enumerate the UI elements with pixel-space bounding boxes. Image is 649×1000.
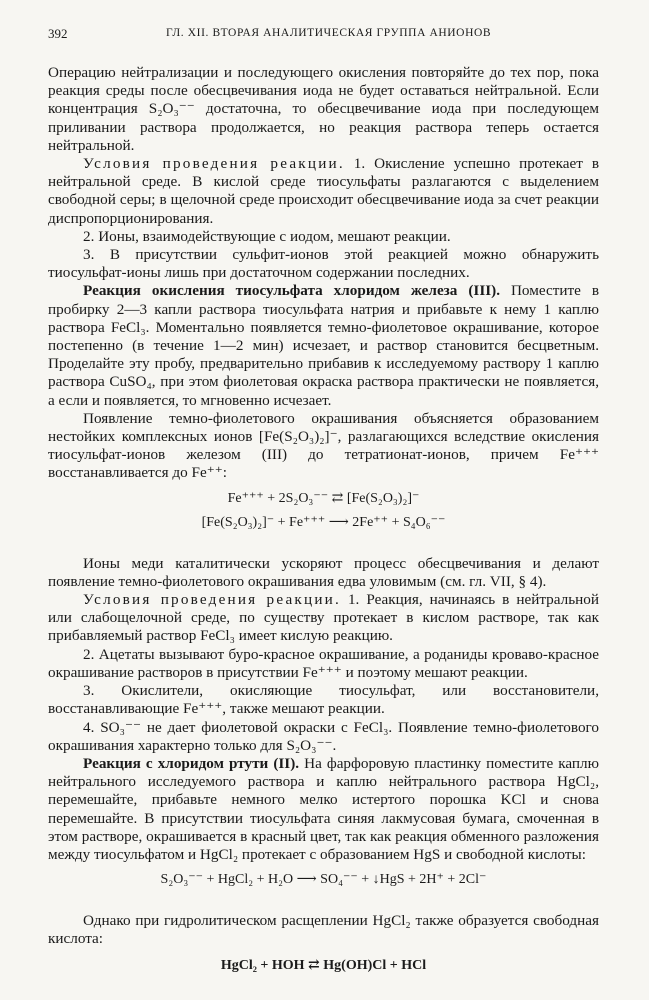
paragraph-11: 4. SO₃⁻⁻ не дает фиолетовой окраски с FeCl₃. Появление темно-фиолетового окрашивания характерно только для S₂O₃⁻⁻. xyxy=(48,718,599,754)
conditions-heading-2: Условия проведения реакции. xyxy=(83,591,341,609)
equation-4: HgCl₂ + HOH ⇄ Hg(OH)Cl + HCl xyxy=(220,957,427,973)
paragraph-5 xyxy=(48,282,599,409)
paragraph-3: 2. Ионы, взаимодействующие с иодом, мешают реакции. xyxy=(83,227,451,245)
equation-2: [Fe(S₂O₃)₂]⁻ + Fe⁺⁺⁺ ⟶ 2Fe⁺⁺ + S₄O₆⁻⁻ xyxy=(201,514,446,530)
paragraph-13: Однако при гидролитическом расщеплении HgCl₂ также образуется свободная кислота: xyxy=(48,912,599,948)
paragraph-8 xyxy=(48,591,599,646)
equation-3: S₂O₃⁻⁻ + HgCl₂ + H₂O ⟶ SO₄⁻⁻ + ↓HgS + 2H⁺ + 2Cl⁻ xyxy=(160,872,487,888)
paragraph-5-text: Поместите в пробирку 2—3 капли раствора тиосульфата натрия и прибавьте к нему 1 каплю раствора FeCl₃. Моментально появляется темно-фиолетовое окрашивание, которое постепенно (в течение 1—2 мин) исчезает, и раствор становится бесцветным. Проделайте эту пробу, предварительно прибавив к исследуемому раствору 1 каплю раствора CuSO₄, при этом фиолетовая окраска раствора практически не появляется, а если и появляется, то мгновенно исчезает. xyxy=(48,282,599,409)
equation-1: Fe⁺⁺⁺ + 2S₂O₃⁻⁻ ⇄ [Fe(S₂O₃)₂]⁻ xyxy=(227,490,420,506)
paragraph-2 xyxy=(48,155,599,228)
page-body xyxy=(48,64,599,975)
paragraph-2-text: 1. Окисление успешно протекает в нейтральной среде. В кислой среде тиосульфаты разлагаются с выделением свободной серы; в щелочной среде происходит обесцвечивание иода за счет реакции диспропорционирования. xyxy=(48,155,599,227)
paragraph-7: Ионы меди каталитически ускоряют процесс обесцвечивания и делают появление темно-фиолетового окрашивания едва уловимым (см. гл. VII, § 4). xyxy=(48,554,599,590)
reaction-heading-fecl3: Реакция окисления тиосульфата хлоридом железа (III). xyxy=(83,282,500,300)
paragraph-8-text: 1. Реакция, начинаясь в нейтральной или слабощелочной среде, по существу протекает в кислом растворе, так как прибавляемый раствор FeCl₃ имеет кислую реакцию. xyxy=(48,591,599,645)
paragraph-4: 3. В присутствии сульфит-ионов этой реакцией можно обнаружить тиосульфат-ионы лишь при достаточном содержании последних. xyxy=(48,246,599,282)
paragraph-9: 2. Ацетаты вызывают буро-красное окрашивание, а роданиды кроваво-красное окрашивание растворов в присутствии Fe⁺⁺⁺ и поэтому мешают реакции. xyxy=(48,645,599,681)
running-title: ГЛ. XII. ВТОРАЯ АНАЛИТИЧЕСКАЯ ГРУППА АНИОНОВ xyxy=(166,27,492,39)
page-header xyxy=(48,20,599,42)
page-number: 392 xyxy=(48,26,68,41)
paragraph-1: Операцию нейтрализации и последующего окисления повторяйте до тех пор, пока реакция среды после обесцвечивания иода не будет оставаться нейтральной. Если концентрация S₂O₃⁻⁻ достаточна, то обесцвечивание иода при последующем приливании раствора продолжается, но реакция раствора теперь остается нейтральной. xyxy=(48,64,599,154)
reaction-heading-hgcl2: Реакция с хлоридом ртути (II). xyxy=(83,754,300,772)
conditions-heading-1: Условия проведения реакции. xyxy=(83,155,345,173)
paragraph-10: 3. Окислители, окисляющие тиосульфат, или восстановители, восстанавливающие Fe⁺⁺⁺, также мешают реакции. xyxy=(48,682,599,718)
paragraph-12 xyxy=(48,755,599,864)
paragraph-12-text: На фарфоровую пластинку поместите каплю нейтрального исследуемого раствора и каплю нейтрального раствора HgCl₂, перемешайте, прибавьте немного мелко истертого порошка KCl и снова перемешайте. В присутствии тиосульфата синяя лакмусовая бумага, смоченная в этом растворе, окрашивается в красный цвет, так как реакция обменного разложения между тиосульфатом и HgCl₂ протекает с образованием HgS и свободной кислоты: xyxy=(48,754,599,863)
paragraph-6: Появление темно-фиолетового окрашивания объясняется образованием нестойких комплексных ионов [Fe(S₂O₃)₂]⁻, разлагающихся вследствие окисления тиосульфат-ионов железом (III) до тетратионат-ионов, причем Fe⁺⁺⁺ восстанавливается до Fe⁺⁺: xyxy=(48,409,599,482)
